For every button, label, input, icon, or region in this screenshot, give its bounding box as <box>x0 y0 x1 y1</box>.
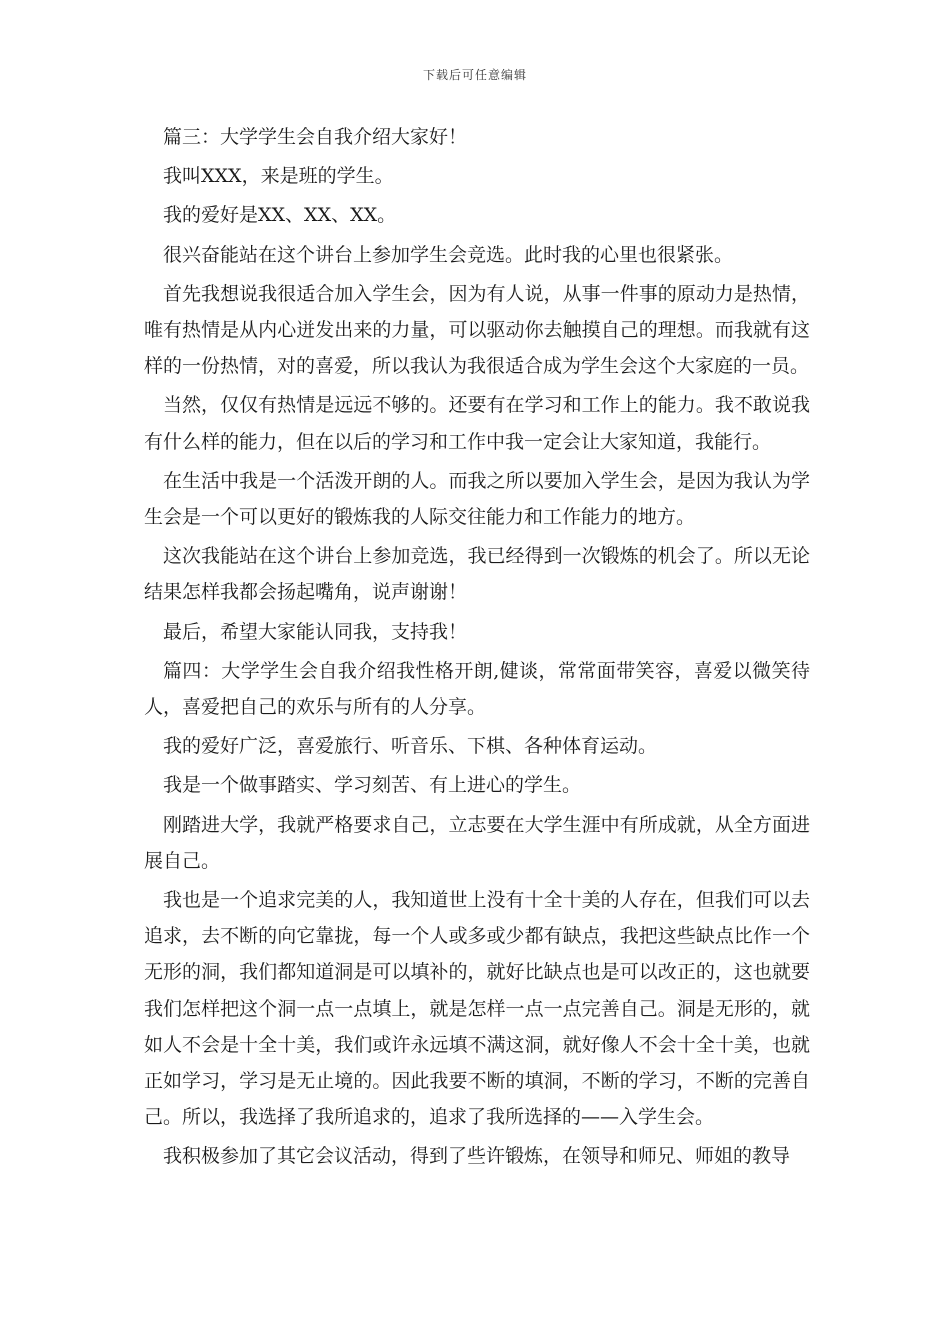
paragraph-7: 在生活中我是一个活泼开朗的人。而我之所以要加入学生会，是因为我认为学生会是一个可以更好的锻炼我的人际交往能力和工作能力的地方。 <box>144 469 810 529</box>
paragraph-14: 我也是一个追求完美的人，我知道世上没有十全十美的人存在，但我们可以去追求，去不断的向它靠拢，每一个人或多或少都有缺点，我把这些缺点比作一个无形的洞，我们都知道洞是可以填补的，就好比缺点也是可以改正的，这也就要我们怎样把这个洞一点一点填上，就是怎样一点一点完善自己。洞是无形的，就如人不会是十全十美，我们或许永远填不满这洞，就好像人不会十全十美，也就正如学习，学习是无止境的。因此我要不断的填洞，不断的学习，不断的完善自己。所以，我选择了我所追求的，追求了我所选择的——入学生会。 <box>144 889 810 1129</box>
paragraph-9: 最后，希望大家能认同我，支持我！ <box>163 620 468 643</box>
paragraph-3: 我的爱好是XX、XX、XX。 <box>163 204 397 227</box>
paragraph-12: 我是一个做事踏实、学习刻苦、有上进心的学生。 <box>163 774 582 797</box>
paragraph-15: 我积极参加了其它会议活动，得到了些许锻炼，在领导和师兄、师姐的教导 <box>163 1145 791 1168</box>
paragraph-5: 首先我想说我很适合加入学生会，因为有人说，从事一件事的原动力是热情，唯有热情是从内心迸发出来的力量，可以驱动你去触摸自己的理想。而我就有这样的一份热情，对的喜爱，所以我认为我很适合成为学生会这个大家庭的一员。 <box>144 282 810 378</box>
paragraph-8: 这次我能站在这个讲台上参加竞选，我已经得到一次锻炼的机会了。所以无论结果怎样我都会扬起嘴角，说声谢谢！ <box>144 545 810 604</box>
paragraph-13: 刚踏进大学，我就严格要求自己，立志要在大学生涯中有所成就，从全方面进展自己。 <box>144 813 810 872</box>
paragraph-1: 篇三：大学学生会自我介绍大家好！ <box>163 126 468 148</box>
paragraph-2: 我叫XXX，来是班的学生。 <box>163 165 394 188</box>
paragraph-10: 篇四：大学学生会自我介绍我性格开朗,健谈，常常面带笑容，喜爱以微笑待人，喜爱把自己的欢乐与所有的人分享。 <box>144 659 810 719</box>
paragraph-11: 我的爱好广泛，喜爱旅行、听音乐、下棋、各种体育运动。 <box>163 735 658 758</box>
paragraph-4: 很兴奋能站在这个讲台上参加学生会竞选。此时我的心里也很紧张。 <box>163 243 734 266</box>
page-header: 下载后可任意编辑 <box>422 68 527 82</box>
document-body <box>144 119 810 1178</box>
paragraph-6: 当然，仅仅有热情是远远不够的。还要有在学习和工作上的能力。我不敢说我有什么样的能力，但在以后的学习和工作中我一定会让大家知道，我能行。 <box>144 394 810 453</box>
